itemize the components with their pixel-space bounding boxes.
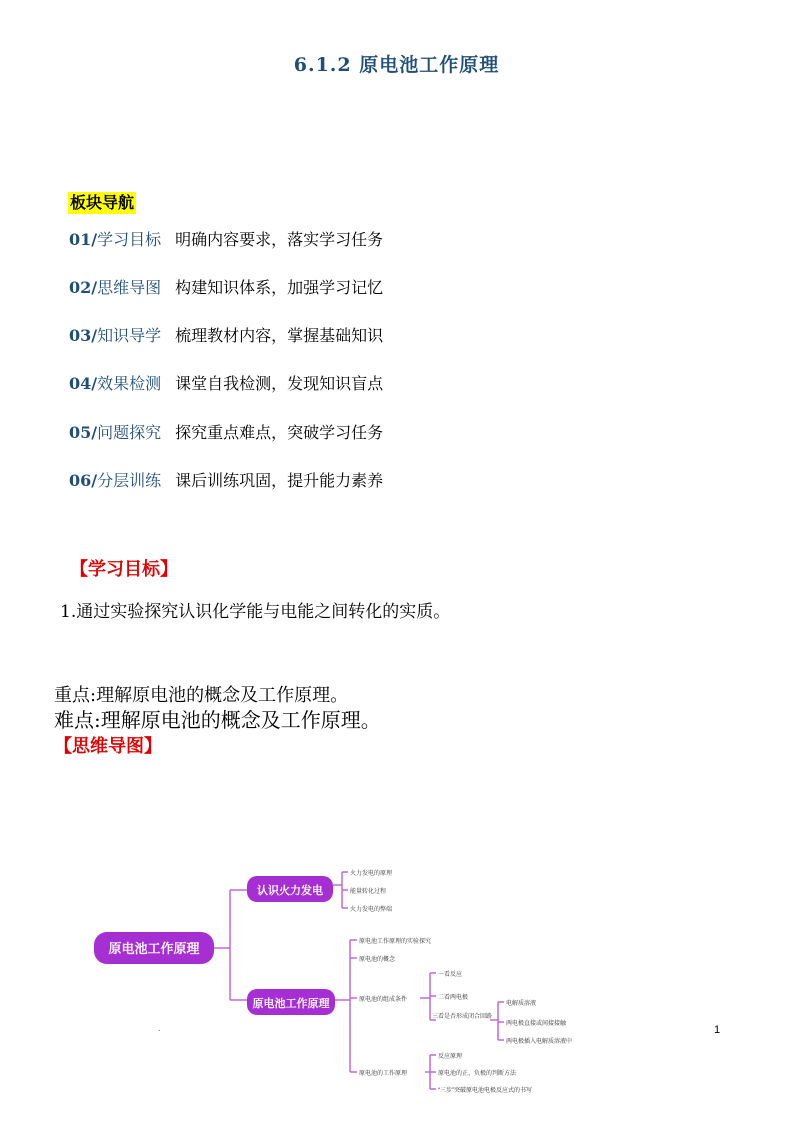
nav-num: 02/	[69, 278, 98, 297]
leaf-working-principle: 原电池的工作原理	[359, 1071, 408, 1077]
leaf-closed-loop: 三看是否形成闭合回路	[432, 1014, 493, 1020]
nav-desc: 课后训练巩固，提升能力素养	[175, 471, 384, 490]
branch-node-2-label: 原电池工作原理	[252, 998, 330, 1010]
nav-num: 03/	[69, 326, 98, 345]
leaf-fire-drawbacks: 火力发电的弊端	[350, 907, 393, 913]
mindmap-heading: 【思维导图】	[54, 736, 162, 757]
leaf-electrode-immersed: 两电极插入电解质溶液中	[506, 1039, 573, 1045]
nav-item-01	[69, 229, 383, 251]
nav-name: 分层训练	[97, 471, 162, 490]
goal-item: 1.通过实验探究认识化学能与电能之间转化的实质。	[60, 602, 451, 622]
leaf-pole-judgement: 原电池的正、负极的判断方法	[438, 1071, 517, 1077]
nav-num: 04/	[69, 374, 98, 393]
leaf-experiment: 原电池工作原理的实验探究	[359, 939, 432, 945]
nav-heading: 板块导航	[70, 193, 135, 212]
nav-name: 学习目标	[97, 230, 162, 249]
leaf-three-steps: “三步”突破原电池电极反应式的书写	[438, 1088, 532, 1094]
leaf-reaction-principle: 反应原理	[438, 1054, 463, 1060]
page-number: 1	[714, 1024, 721, 1036]
leaf-electrodes: 二看两电极	[438, 995, 469, 1001]
difficult-point: 难点:理解原电池的概念及工作原理。	[54, 708, 381, 732]
leaf-reaction: 一看反应	[438, 972, 463, 978]
leaf-fire-principle: 火力发电的原理	[350, 871, 393, 877]
leaf-concept: 原电池的概念	[359, 957, 396, 963]
leaf-energy-conversion: 能量转化过程	[350, 889, 387, 895]
mind-map	[80, 850, 600, 1095]
nav-desc: 梳理教材内容，掌握基础知识	[175, 326, 384, 345]
nav-item-06	[69, 470, 383, 492]
key-point: 重点:理解原电池的概念及工作原理。	[54, 685, 349, 706]
nav-item-02	[69, 277, 383, 299]
nav-item-03	[69, 325, 383, 347]
footer-mark: .	[158, 1024, 161, 1033]
leaf-electrolyte: 电解质溶液	[506, 1001, 537, 1007]
root-node-label: 原电池工作原理	[108, 941, 200, 956]
nav-name: 思维导图	[97, 278, 162, 297]
nav-desc: 构建知识体系，加强学习记忆	[175, 278, 384, 297]
nav-num: 05/	[69, 423, 98, 442]
nav-name: 知识导学	[97, 326, 162, 345]
leaf-conditions: 原电池的组成条件	[359, 997, 408, 1003]
nav-desc: 探究重点难点，突破学习任务	[175, 423, 384, 442]
nav-item-04	[69, 373, 383, 395]
nav-desc: 课堂自我检测，发现知识盲点	[175, 374, 384, 393]
nav-name: 问题探究	[97, 423, 162, 442]
page-title: 6.1.2 原电池工作原理	[293, 54, 500, 76]
branch-node-1-label: 认识火力发电	[257, 885, 323, 897]
goals-heading: 【学习目标】	[70, 559, 178, 580]
nav-desc: 明确内容要求，落实学习任务	[175, 230, 384, 249]
nav-name: 效果检测	[97, 374, 162, 393]
leaf-electrode-contact: 两电极直接或间接接触	[506, 1021, 567, 1027]
nav-num: 01/	[69, 230, 98, 249]
nav-item-05	[69, 422, 383, 444]
nav-num: 06/	[69, 471, 98, 490]
